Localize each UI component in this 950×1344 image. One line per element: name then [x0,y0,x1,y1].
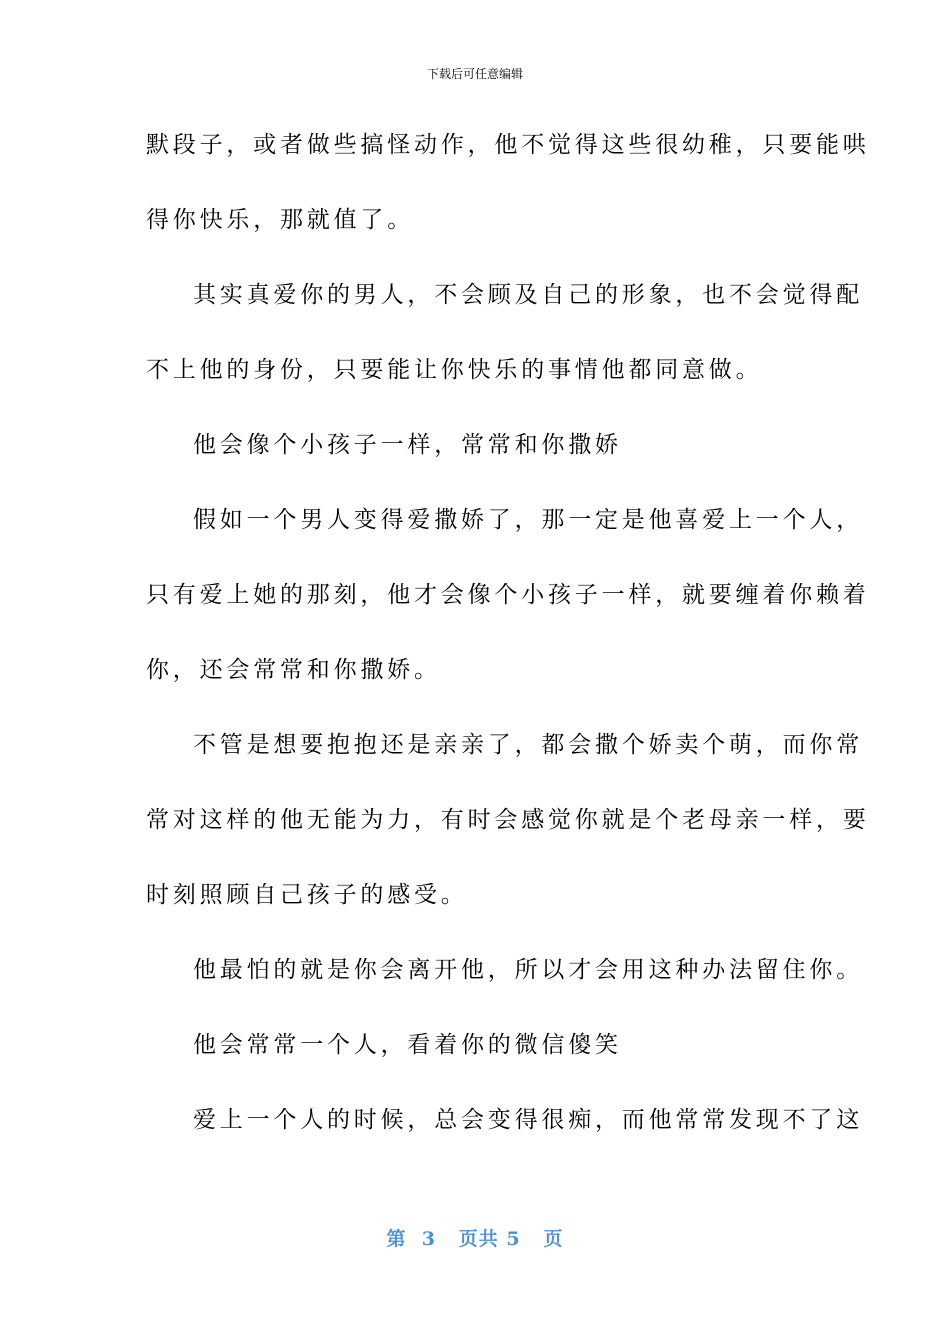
text-line: 爱上一个人的时候，总会变得很痴，而他常常发现不了这 [193,1107,863,1133]
text-line: 不管是想要抱抱还是亲亲了，都会撒个娇卖个萌，而你常 [193,732,863,758]
text-line: 常对这样的他无能为力，有时会感觉你就是个老母亲一样，要 [146,807,870,833]
section-heading: 他会像个小孩子一样，常常和你撒娇 [193,432,622,458]
page-header: 下载后可任意编辑 [426,67,523,81]
text-line: 你，还会常常和你撒娇。 [146,657,441,683]
text-line: 其实真爱你的男人，不会顾及自己的形象，也不会觉得配 [193,282,863,308]
text-line: 不上他的身份，只要能让你快乐的事情他都同意做。 [146,357,763,383]
text-line: 时刻照顾自己孩子的感受。 [146,882,468,908]
text-line: 假如一个男人变得爱撒娇了，那一定是他喜爱上一个人， [193,507,863,533]
text-line: 只有爱上她的那刻，他才会像个小孩子一样，就要缠着你赖着 [146,582,870,608]
text-line: 默段子，或者做些搞怪动作，他不觉得这些很幼稚，只要能哄 [146,132,870,158]
page-number-footer: 第 3 页共 5 页 [386,1228,564,1250]
section-heading: 他会常常一个人，看着你的微信傻笑 [193,1032,622,1058]
text-line: 他最怕的就是你会离开他，所以才会用这种办法留住你。 [193,957,863,983]
text-line: 得你快乐，那就值了。 [146,207,414,233]
